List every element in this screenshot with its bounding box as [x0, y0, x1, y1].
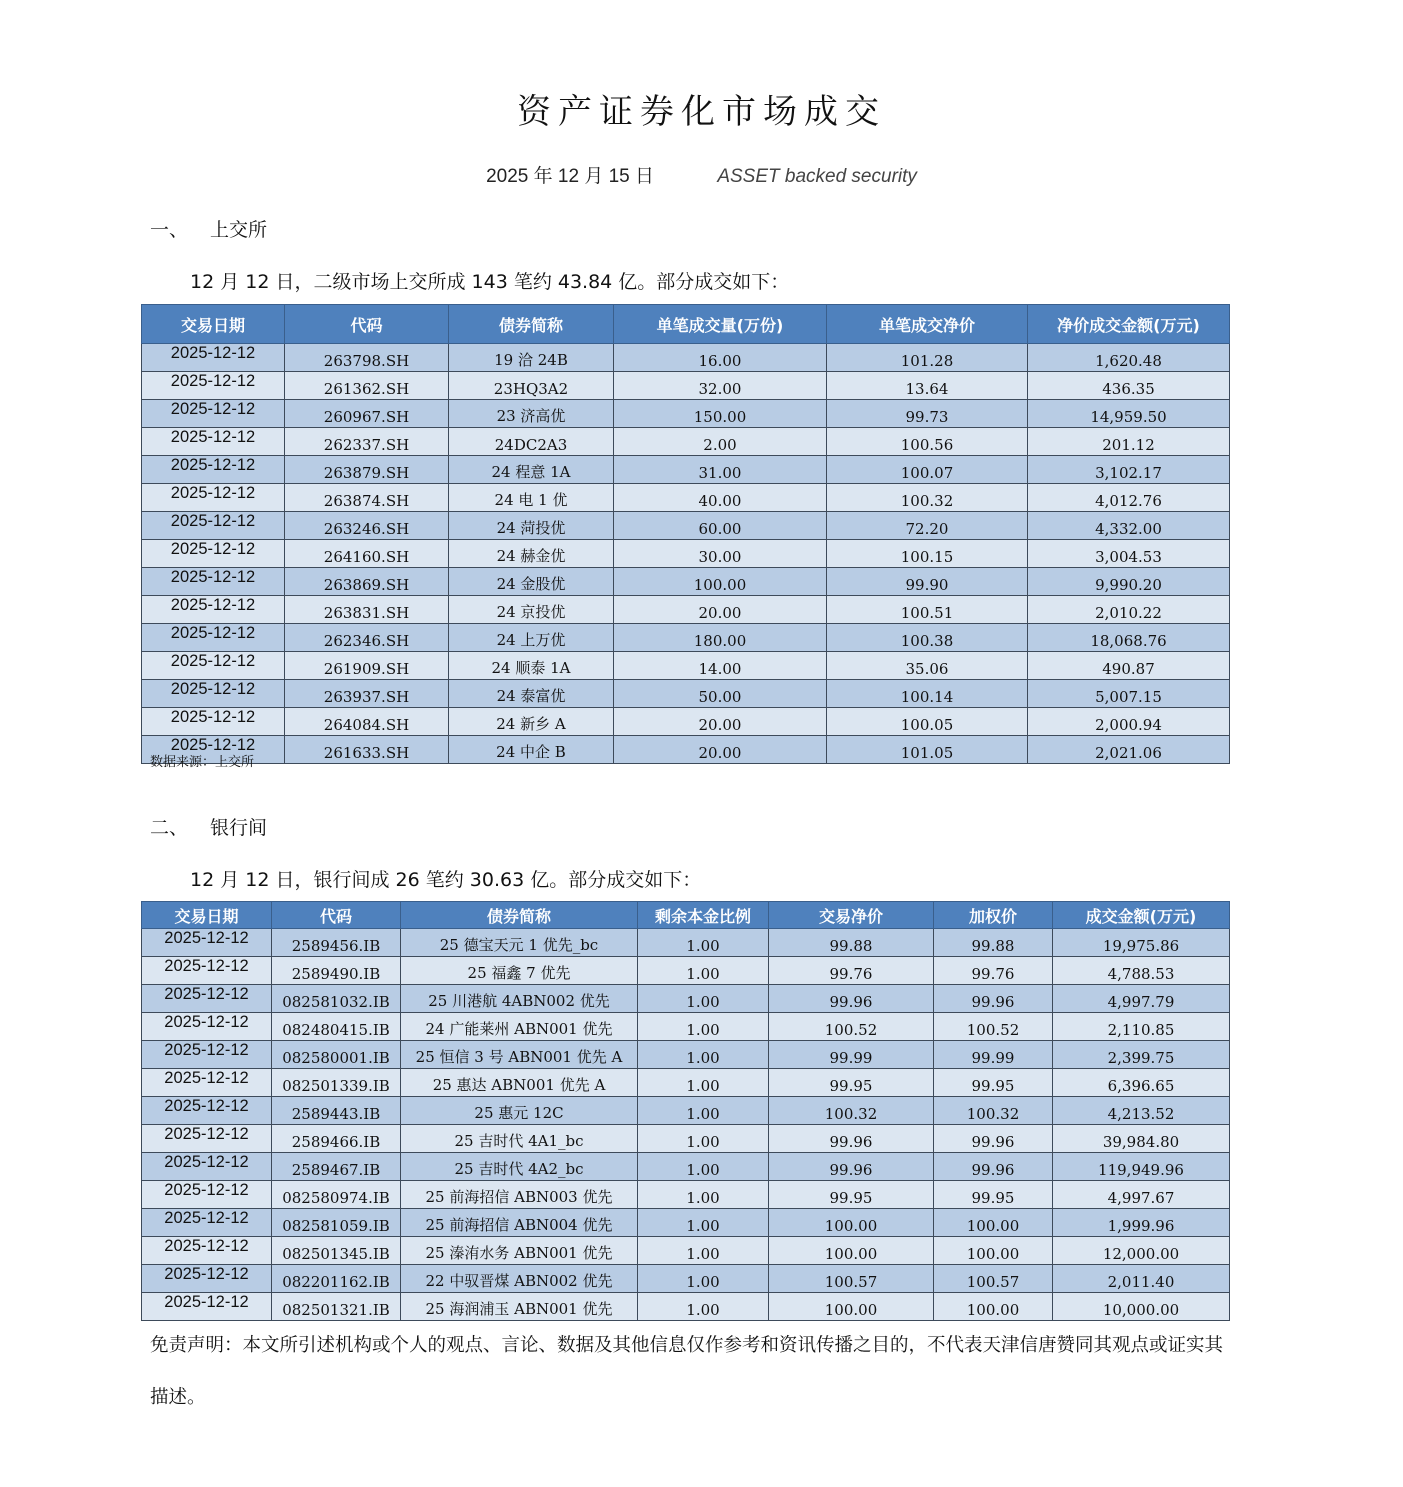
table-cell: 1,999.96	[1053, 1209, 1230, 1237]
table-cell: 3,102.17	[1028, 456, 1230, 484]
column-header: 代码	[272, 902, 401, 929]
table-cell: 082501321.IB	[272, 1293, 401, 1321]
table-cell: 180.00	[614, 624, 827, 652]
table-cell: 263798.SH	[285, 344, 449, 372]
column-header: 剩余本金比例	[638, 902, 769, 929]
table-cell: 99.95	[769, 1069, 934, 1097]
table-cell: 490.87	[1028, 652, 1230, 680]
table-cell: 100.56	[827, 428, 1028, 456]
section-summary-sse: 12 月 12 日，二级市场上交所成 143 笔约 43.84 亿。部分成交如下：	[190, 271, 790, 293]
table-cell: 23 济高优	[449, 400, 614, 428]
table-cell: 99.95	[934, 1181, 1053, 1209]
table-cell: 1.00	[638, 1265, 769, 1293]
table-cell: 2025-12-12	[142, 736, 285, 764]
subtitle-english: ASSET backed security	[717, 166, 917, 187]
table-cell: 14,959.50	[1028, 400, 1230, 428]
table-cell: 263831.SH	[285, 596, 449, 624]
table-cell: 25 前海招信 ABN004 优先	[401, 1209, 638, 1237]
table-cell: 1.00	[638, 957, 769, 985]
table-cell: 2025-12-12	[142, 512, 285, 540]
table-cell: 24 中企 B	[449, 736, 614, 764]
table-cell: 1.00	[638, 985, 769, 1013]
table-cell: 2589466.IB	[272, 1125, 401, 1153]
table-cell: 2025-12-12	[142, 1293, 272, 1321]
table-cell: 100.52	[769, 1013, 934, 1041]
table-cell: 60.00	[614, 512, 827, 540]
table-cell: 25 吉时代 4A1_bc	[401, 1125, 638, 1153]
table-cell: 2025-12-12	[142, 1181, 272, 1209]
table-row	[142, 1153, 1230, 1181]
table-cell: 24 广能莱州 ABN001 优先	[401, 1013, 638, 1041]
table-cell: 19,975.86	[1053, 929, 1230, 957]
table-cell: 25 川港航 4ABN002 优先	[401, 985, 638, 1013]
table-cell: 1,620.48	[1028, 344, 1230, 372]
table-cell: 99.96	[769, 1153, 934, 1181]
table-row	[142, 957, 1230, 985]
table-cell: 14.00	[614, 652, 827, 680]
table-cell: 082501345.IB	[272, 1237, 401, 1265]
table-cell: 50.00	[614, 680, 827, 708]
table-cell: 1.00	[638, 1209, 769, 1237]
table-cell: 263937.SH	[285, 680, 449, 708]
table-cell: 25 海润浦玉 ABN001 优先	[401, 1293, 638, 1321]
table-cell: 082581059.IB	[272, 1209, 401, 1237]
table-cell: 100.32	[934, 1097, 1053, 1125]
table-cell: 2025-12-12	[142, 1097, 272, 1125]
table-cell: 99.96	[934, 1125, 1053, 1153]
table-row	[142, 400, 1230, 428]
table-cell: 25 福鑫 7 优先	[401, 957, 638, 985]
column-header: 成交金额(万元)	[1053, 902, 1230, 929]
table-cell: 2025-12-12	[142, 652, 285, 680]
table-cell: 100.51	[827, 596, 1028, 624]
table-cell: 25 吉时代 4A2_bc	[401, 1153, 638, 1181]
table-row	[142, 736, 1230, 764]
table-cell: 99.73	[827, 400, 1028, 428]
table-cell: 99.96	[769, 1125, 934, 1153]
table-row	[142, 344, 1230, 372]
table-cell: 100.14	[827, 680, 1028, 708]
table-cell: 1.00	[638, 1181, 769, 1209]
column-header: 交易净价	[769, 902, 934, 929]
table-cell: 99.96	[769, 985, 934, 1013]
table-cell: 24 程意 1A	[449, 456, 614, 484]
data-source: 数据来源：上交所	[150, 755, 255, 770]
table-cell: 24 金股优	[449, 568, 614, 596]
column-header: 单笔成交净价	[827, 305, 1028, 344]
table-cell: 100.57	[769, 1265, 934, 1293]
section-heading-sse	[150, 215, 267, 242]
table-row	[142, 1097, 1230, 1125]
table-row	[142, 1069, 1230, 1097]
table-cell: 260967.SH	[285, 400, 449, 428]
section-title: 上交所	[210, 219, 268, 241]
table-row	[142, 568, 1230, 596]
section-number: 一、	[150, 219, 189, 241]
table-cell: 100.00	[769, 1293, 934, 1321]
table-cell: 2025-12-12	[142, 1237, 272, 1265]
table-cell: 25 恒信 3 号 ABN001 优先 A	[401, 1041, 638, 1069]
table-cell: 100.00	[614, 568, 827, 596]
table-row	[142, 1209, 1230, 1237]
table-cell: 2025-12-12	[142, 540, 285, 568]
table-cell: 1.00	[638, 929, 769, 957]
table-cell: 1.00	[638, 1097, 769, 1125]
column-header: 债券简称	[449, 305, 614, 344]
table-cell: 100.00	[934, 1209, 1053, 1237]
table-cell: 2025-12-12	[142, 596, 285, 624]
table-row	[142, 929, 1230, 957]
table-cell: 100.00	[934, 1237, 1053, 1265]
table-cell: 1.00	[638, 1013, 769, 1041]
table-cell: 24DC2A3	[449, 428, 614, 456]
table-cell: 10,000.00	[1053, 1293, 1230, 1321]
table-cell: 99.76	[769, 957, 934, 985]
table-cell: 261633.SH	[285, 736, 449, 764]
table-cell: 4,997.79	[1053, 985, 1230, 1013]
table-cell: 263869.SH	[285, 568, 449, 596]
table-cell: 100.38	[827, 624, 1028, 652]
table-cell: 99.96	[934, 985, 1053, 1013]
table-cell: 99.90	[827, 568, 1028, 596]
table-cell: 261362.SH	[285, 372, 449, 400]
table-cell: 2025-12-12	[142, 680, 285, 708]
section-title: 银行间	[210, 817, 268, 839]
table-cell: 100.00	[769, 1237, 934, 1265]
table-cell: 25 惠达 ABN001 优先 A	[401, 1069, 638, 1097]
table-cell: 100.00	[934, 1293, 1053, 1321]
table-cell: 082581032.IB	[272, 985, 401, 1013]
table-cell: 082580001.IB	[272, 1041, 401, 1069]
table-cell: 2589443.IB	[272, 1097, 401, 1125]
table-cell: 99.96	[934, 1153, 1053, 1181]
table-cell: 19 洽 24B	[449, 344, 614, 372]
table-cell: 25 前海招信 ABN003 优先	[401, 1181, 638, 1209]
table-row	[142, 1125, 1230, 1153]
disclaimer: 免责声明：本文所引述机构或个人的观点、言论、数据及其他信息仅作参考和资讯传播之目的，不代表天津信唐赞同其观点或证实其描述。	[150, 1335, 1224, 1408]
table-cell: 2025-12-12	[142, 985, 272, 1013]
table-cell: 25 溱洧水务 ABN001 优先	[401, 1237, 638, 1265]
table-cell: 2025-12-12	[142, 456, 285, 484]
report-date: 2025 年 12 月 15 日	[486, 166, 655, 187]
table-cell: 264160.SH	[285, 540, 449, 568]
table-row	[142, 1265, 1230, 1293]
table-cell: 101.05	[827, 736, 1028, 764]
table-cell: 1.00	[638, 1153, 769, 1181]
table-row	[142, 540, 1230, 568]
table-cell: 119,949.96	[1053, 1153, 1230, 1181]
table-cell: 2025-12-12	[142, 1041, 272, 1069]
table-cell: 1.00	[638, 1237, 769, 1265]
table-cell: 2025-12-12	[142, 957, 272, 985]
table-cell: 101.28	[827, 344, 1028, 372]
table-cell: 72.20	[827, 512, 1028, 540]
table-cell: 24 顺泰 1A	[449, 652, 614, 680]
table-cell: 25 惠元 12C	[401, 1097, 638, 1125]
table-cell: 2025-12-12	[142, 1125, 272, 1153]
table-cell: 100.32	[769, 1097, 934, 1125]
table-cell: 24 菏投优	[449, 512, 614, 540]
table-cell: 2,021.06	[1028, 736, 1230, 764]
table-cell: 4,012.76	[1028, 484, 1230, 512]
table-cell: 2025-12-12	[142, 400, 285, 428]
table-cell: 35.06	[827, 652, 1028, 680]
table-row	[142, 596, 1230, 624]
column-header: 加权价	[934, 902, 1053, 929]
table-cell: 25 德宝天元 1 优先_bc	[401, 929, 638, 957]
table-cell: 100.15	[827, 540, 1028, 568]
table-header-row	[142, 305, 1230, 344]
table-cell: 99.76	[934, 957, 1053, 985]
table-cell: 262346.SH	[285, 624, 449, 652]
table-cell: 6,396.65	[1053, 1069, 1230, 1097]
table-cell: 40.00	[614, 484, 827, 512]
table-cell: 2025-12-12	[142, 484, 285, 512]
table-cell: 99.99	[934, 1041, 1053, 1069]
table-cell: 2025-12-12	[142, 344, 285, 372]
table-cell: 2025-12-12	[142, 372, 285, 400]
table-cell: 2,010.22	[1028, 596, 1230, 624]
table-cell: 22 中驭晋煤 ABN002 优先	[401, 1265, 638, 1293]
table-cell: 20.00	[614, 736, 827, 764]
table-cell: 2025-12-12	[142, 1013, 272, 1041]
table-cell: 16.00	[614, 344, 827, 372]
table-cell: 9,990.20	[1028, 568, 1230, 596]
table-cell: 2025-12-12	[142, 568, 285, 596]
table-cell: 082201162.IB	[272, 1265, 401, 1293]
table-cell: 263246.SH	[285, 512, 449, 540]
table-cell: 24 京投优	[449, 596, 614, 624]
table-cell: 3,004.53	[1028, 540, 1230, 568]
table-cell: 2025-12-12	[142, 1265, 272, 1293]
table-cell: 30.00	[614, 540, 827, 568]
table-cell: 201.12	[1028, 428, 1230, 456]
column-header: 交易日期	[142, 902, 272, 929]
table-cell: 2025-12-12	[142, 929, 272, 957]
table-cell: 100.07	[827, 456, 1028, 484]
table-row	[142, 372, 1230, 400]
table-cell: 2,011.40	[1053, 1265, 1230, 1293]
table-cell: 4,788.53	[1053, 957, 1230, 985]
table-cell: 24 电 1 优	[449, 484, 614, 512]
table-cell: 2025-12-12	[142, 428, 285, 456]
column-header: 单笔成交量(万份)	[614, 305, 827, 344]
table-cell: 24 上万优	[449, 624, 614, 652]
table-cell: 100.52	[934, 1013, 1053, 1041]
section-number: 二、	[150, 817, 189, 839]
table-cell: 082501339.IB	[272, 1069, 401, 1097]
table-cell: 436.35	[1028, 372, 1230, 400]
table-row	[142, 1041, 1230, 1069]
section-summary-interbank: 12 月 12 日，银行间成 26 笔约 30.63 亿。部分成交如下：	[190, 869, 702, 891]
table-cell: 264084.SH	[285, 708, 449, 736]
table-cell: 24 赫金优	[449, 540, 614, 568]
table-cell: 2.00	[614, 428, 827, 456]
table-cell: 150.00	[614, 400, 827, 428]
column-header: 债券简称	[401, 902, 638, 929]
table-cell: 1.00	[638, 1293, 769, 1321]
table-cell: 262337.SH	[285, 428, 449, 456]
table-cell: 100.00	[769, 1209, 934, 1237]
table-cell: 100.32	[827, 484, 1028, 512]
table-row	[142, 624, 1230, 652]
table-cell: 12,000.00	[1053, 1237, 1230, 1265]
table-cell: 24 新乡 A	[449, 708, 614, 736]
table-row	[142, 1237, 1230, 1265]
table-cell: 23HQ3A2	[449, 372, 614, 400]
table-cell: 13.64	[827, 372, 1028, 400]
table-cell: 082480415.IB	[272, 1013, 401, 1041]
table-cell: 1.00	[638, 1069, 769, 1097]
sse-trades-table	[141, 304, 1230, 764]
table-row	[142, 985, 1230, 1013]
table-row	[142, 708, 1230, 736]
table-cell: 100.57	[934, 1265, 1053, 1293]
table-cell: 1.00	[638, 1041, 769, 1069]
table-cell: 2025-12-12	[142, 624, 285, 652]
table-cell: 2025-12-12	[142, 708, 285, 736]
table-cell: 99.88	[934, 929, 1053, 957]
section-heading-interbank	[150, 813, 267, 840]
table-cell: 261909.SH	[285, 652, 449, 680]
table-cell: 263879.SH	[285, 456, 449, 484]
subtitle	[0, 161, 1403, 188]
table-row	[142, 1013, 1230, 1041]
table-row	[142, 456, 1230, 484]
table-cell: 2,399.75	[1053, 1041, 1230, 1069]
table-row	[142, 680, 1230, 708]
table-cell: 2589456.IB	[272, 929, 401, 957]
table-cell: 4,332.00	[1028, 512, 1230, 540]
table-row	[142, 1181, 1230, 1209]
table-cell: 2589467.IB	[272, 1153, 401, 1181]
table-cell: 99.95	[769, 1181, 934, 1209]
table-cell: 2025-12-12	[142, 1153, 272, 1181]
table-cell: 2025-12-12	[142, 1209, 272, 1237]
column-header: 代码	[285, 305, 449, 344]
table-cell: 5,007.15	[1028, 680, 1230, 708]
table-row	[142, 428, 1230, 456]
table-cell: 2,000.94	[1028, 708, 1230, 736]
column-header: 交易日期	[142, 305, 285, 344]
table-cell: 99.95	[934, 1069, 1053, 1097]
table-cell: 1.00	[638, 1125, 769, 1153]
table-row	[142, 512, 1230, 540]
page-title: 资产证券化市场成交	[517, 92, 886, 132]
table-cell: 20.00	[614, 708, 827, 736]
table-cell: 4,997.67	[1053, 1181, 1230, 1209]
table-row	[142, 652, 1230, 680]
table-cell: 4,213.52	[1053, 1097, 1230, 1125]
table-cell: 99.99	[769, 1041, 934, 1069]
table-cell: 18,068.76	[1028, 624, 1230, 652]
table-cell: 2589490.IB	[272, 957, 401, 985]
table-cell: 263874.SH	[285, 484, 449, 512]
column-header: 净价成交金额(万元)	[1028, 305, 1230, 344]
table-cell: 082580974.IB	[272, 1181, 401, 1209]
table-cell: 39,984.80	[1053, 1125, 1230, 1153]
interbank-trades-table	[141, 901, 1230, 1321]
table-cell: 2025-12-12	[142, 1069, 272, 1097]
table-cell: 32.00	[614, 372, 827, 400]
table-cell: 99.88	[769, 929, 934, 957]
table-cell: 2,110.85	[1053, 1013, 1230, 1041]
table-row	[142, 484, 1230, 512]
table-header-row	[142, 902, 1230, 929]
table-cell: 100.05	[827, 708, 1028, 736]
table-cell: 31.00	[614, 456, 827, 484]
table-row	[142, 1293, 1230, 1321]
table-cell: 24 泰富优	[449, 680, 614, 708]
table-cell: 20.00	[614, 596, 827, 624]
